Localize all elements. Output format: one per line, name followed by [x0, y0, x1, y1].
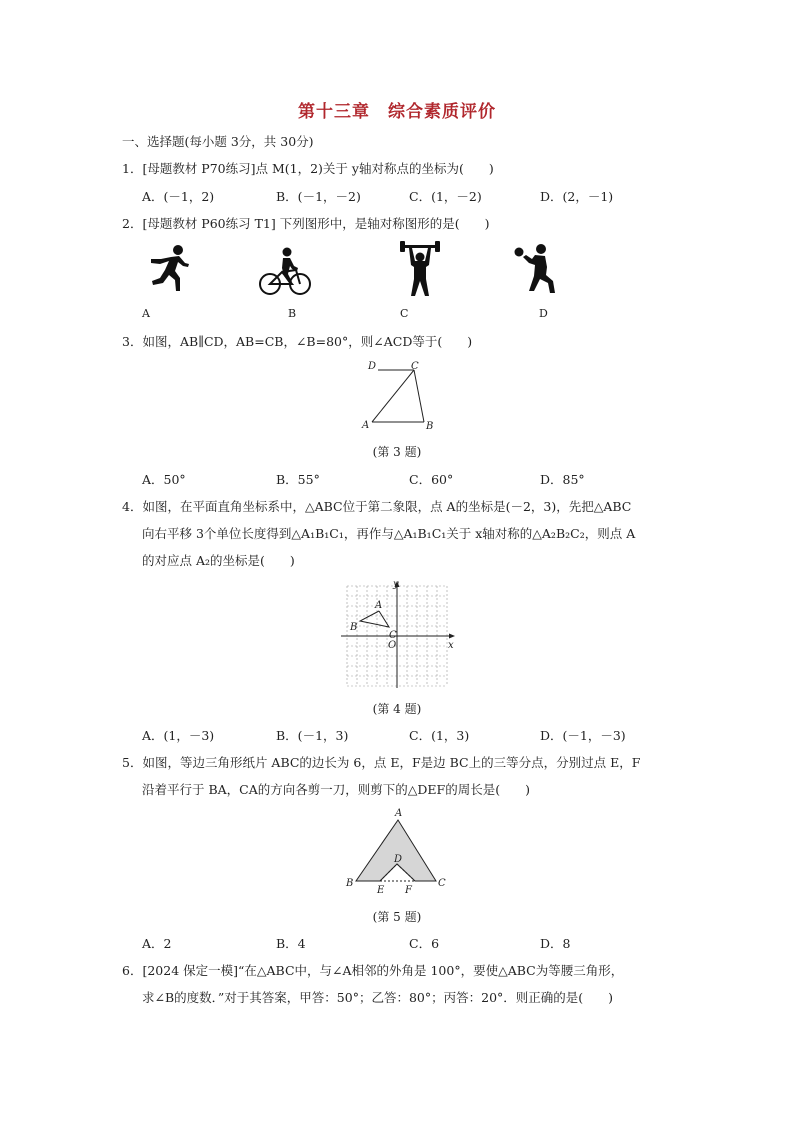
- q4-coordinate-grid: [338, 578, 458, 692]
- weightlifter-figure: [398, 241, 442, 299]
- q4-caption: (第 4 题): [372, 702, 422, 716]
- q5-line-1: 5．如图，等边三角形纸片 ABC的边长为 6，点 E，F是边 BC上的三等分点，分别过点 E，F: [122, 755, 641, 770]
- page-title: 第十三章 综合素质评价: [298, 102, 496, 122]
- q5-option-d: D．8: [540, 936, 571, 951]
- q3-option-c: C．60°: [409, 472, 454, 487]
- q3-point-b: B: [426, 421, 434, 432]
- q5-option-b: B．4: [276, 936, 306, 951]
- q5-point-d: D: [394, 854, 403, 865]
- q4-option-a: A．(1，－3): [142, 728, 215, 743]
- q1-option-b: B．(－1，－2): [276, 189, 361, 204]
- q2-label-c: C: [400, 307, 409, 320]
- q5-point-e: E: [377, 885, 385, 896]
- q1-stem: 1．[母题教材 P70练习]点 M(1，2)关于 y轴对称点的坐标为( ): [122, 161, 494, 176]
- q4-point-c: C: [389, 630, 397, 641]
- q5-option-a: A．2: [142, 936, 172, 951]
- q6-line-2: 求∠B的度数．”对于其答案，甲答：50°；乙答：80°；丙答：20°．则正确的是( ): [142, 990, 614, 1005]
- q4-option-d: D．(－1，－3): [540, 728, 626, 743]
- q3-caption: (第 3 题): [372, 445, 422, 459]
- q6-line-1: 6．[2024 保定一模]“在△ABC中，与∠A相邻的外角是 100°，要使△ABC为等腰三角形，: [122, 963, 624, 978]
- q1-option-c: C．(1，－2): [409, 189, 482, 204]
- q5-point-f: F: [405, 885, 412, 896]
- q3-option-a: A．50°: [142, 472, 186, 487]
- q5-point-c: C: [438, 878, 446, 889]
- q5-point-b: B: [346, 878, 354, 889]
- q3-option-d: D．85°: [540, 472, 585, 487]
- q5-caption: (第 5 题): [372, 910, 422, 924]
- q1-option-d: D．(2，－1): [540, 189, 614, 204]
- cyclist-figure: [258, 246, 312, 298]
- runner-figure: [145, 243, 191, 297]
- volleyball-player-figure: [513, 243, 559, 295]
- q4-line-2: 向右平移 3个单位长度得到△A₁B₁C₁，再作与△A₁B₁C₁关于 x轴对称的△A₂B₂C₂，则点 A: [142, 526, 636, 541]
- q4-option-b: B．(－1，3): [276, 728, 349, 743]
- q2-label-a: A: [142, 307, 150, 320]
- q5-line-2: 沿着平行于 BA，CA的方向各剪一刀，则剪下的△DEF的周长是( ): [142, 782, 530, 797]
- q2-label-b: B: [288, 307, 297, 320]
- q5-point-a: A: [395, 808, 403, 819]
- q4-origin-o: O: [388, 640, 397, 651]
- q4-axis-x: x: [448, 640, 454, 651]
- section-heading: 一、选择题(每小题 3分，共 30分): [122, 134, 314, 149]
- q3-point-a: A: [362, 420, 370, 431]
- q2-label-d: D: [539, 307, 548, 320]
- q4-point-b: B: [350, 622, 358, 633]
- q4-line-1: 4．如图，在平面直角坐标系中，△ABC位于第二象限，点 A的坐标是(－2，3)，先把△ABC: [122, 499, 632, 514]
- q2-stem: 2．[母题教材 P60练习 T1] 下列图形中，是轴对称图形的是( ): [122, 216, 490, 231]
- q4-option-c: C．(1，3): [409, 728, 470, 743]
- q3-point-c: C: [411, 361, 419, 372]
- q3-stem: 3．如图，AB∥CD，AB=CB，∠B=80°，则∠ACD等于( ): [122, 334, 473, 349]
- q4-line-3: 的对应点 A₂的坐标是( ): [142, 553, 295, 568]
- q5-triangle-diagram: [343, 806, 453, 896]
- q3-diagram: [358, 358, 458, 432]
- q4-point-a: A: [375, 600, 383, 611]
- q1-option-a: A．(－1，2): [142, 189, 215, 204]
- q4-axis-y: y: [393, 579, 399, 590]
- q3-point-d: D: [368, 361, 377, 372]
- q5-option-c: C．6: [409, 936, 440, 951]
- q3-option-b: B．55°: [276, 472, 320, 487]
